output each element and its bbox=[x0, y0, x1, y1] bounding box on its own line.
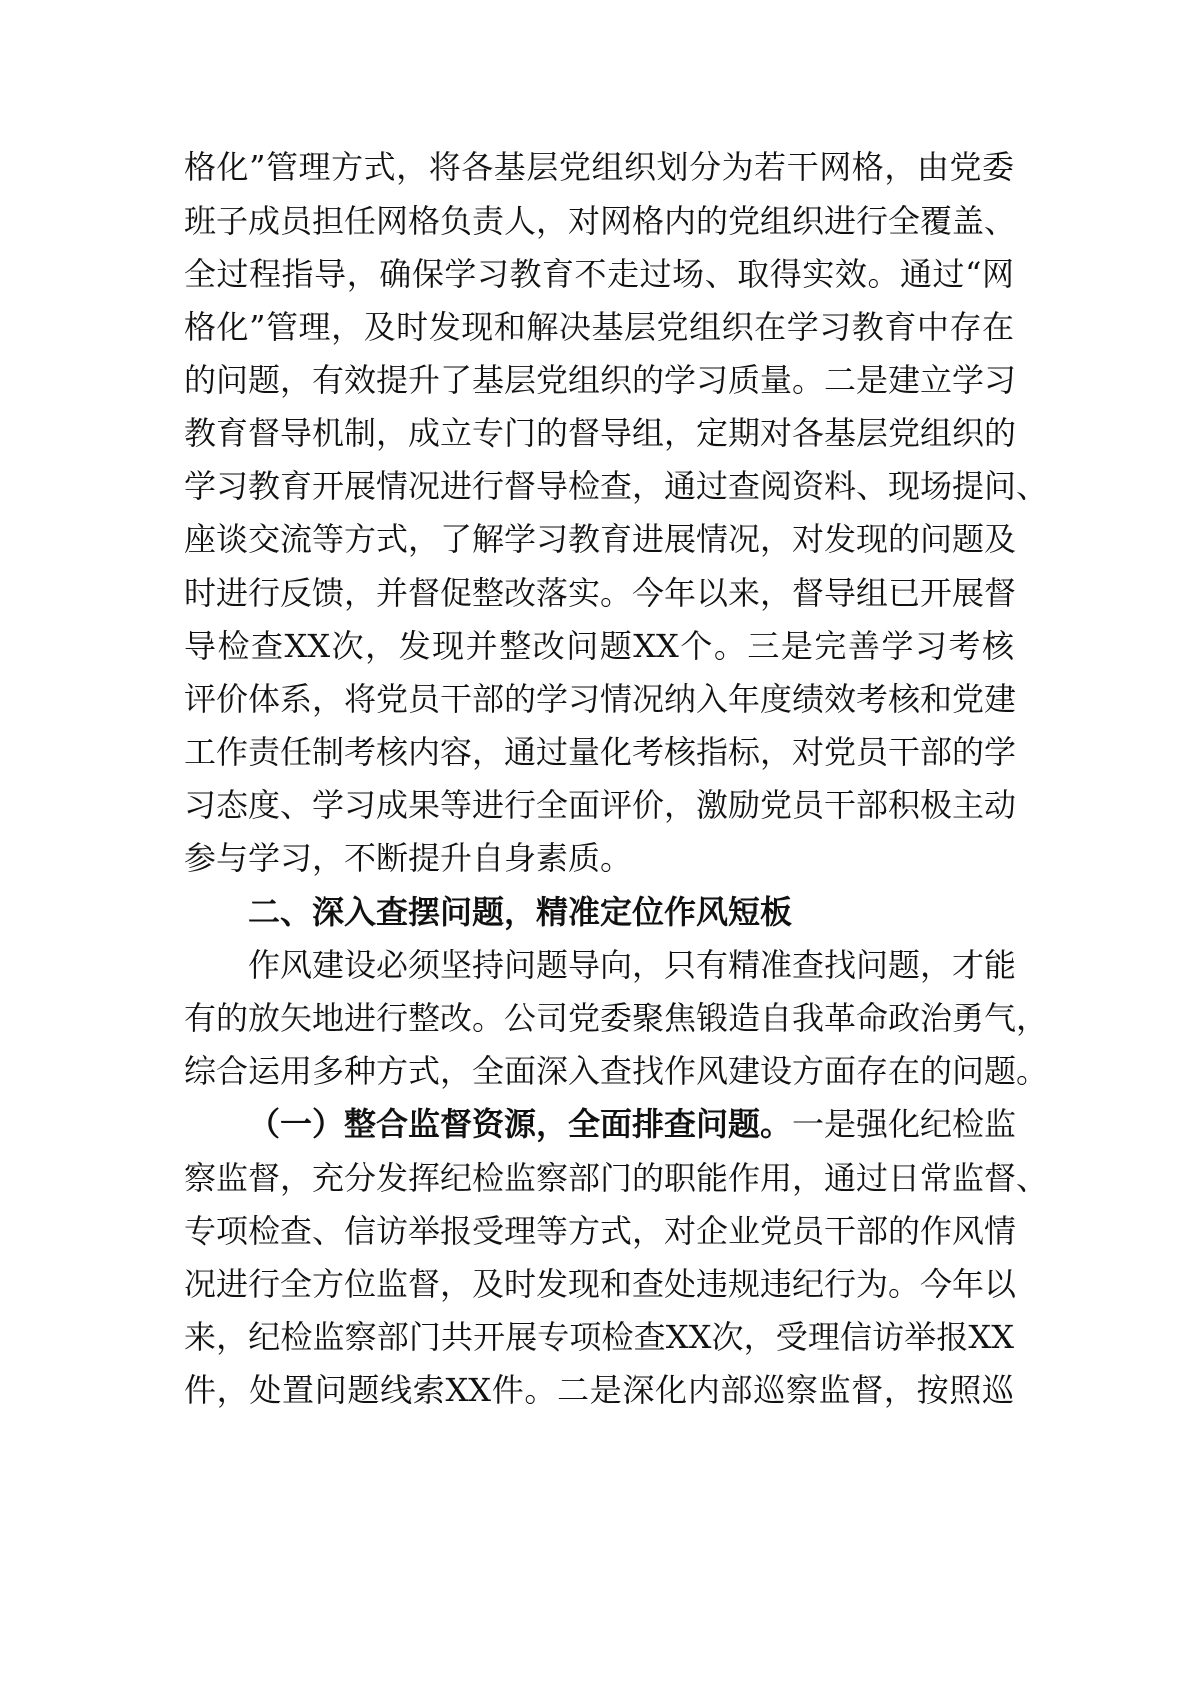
body-text-line: 格化”管理方式，将各基层党组织划分为若干网格，由党委 bbox=[184, 148, 1014, 186]
body-text-line: 教育督导机制，成立专门的督导组，定期对各基层党组织的 bbox=[184, 414, 1017, 452]
body-text-line: 参与学习，不断提升自身素质。 bbox=[184, 839, 633, 877]
body-text-line: 有的放矢地进行整改。公司党委聚焦锻造自我革命政治勇气， bbox=[184, 999, 1049, 1037]
body-text-line: 来，纪检监察部门共开展专项检查XX次，受理信访举报XX bbox=[184, 1318, 1014, 1356]
body-text-line: 察监督，充分发挥纪检监察部门的职能作用，通过日常监督、 bbox=[184, 1159, 1049, 1197]
body-text-line: 座谈交流等方式，了解学习教育进展情况，对发现的问题及 bbox=[184, 520, 1017, 558]
body-text-line: 作风建设必须坚持问题导向，只有精准查找问题，才能 bbox=[248, 946, 1017, 984]
body-text-line: 评价体系，将党员干部的学习情况纳入年度绩效考核和党建 bbox=[184, 680, 1017, 718]
body-text-span: 一是强化纪检监 bbox=[792, 1105, 1017, 1143]
body-text-line: 的问题，有效提升了基层党组织的学习质量。二是建立学习 bbox=[184, 361, 1017, 399]
body-text-line: 专项检查、信访举报受理等方式，对企业党员干部的作风情 bbox=[184, 1212, 1017, 1250]
body-text-line: 学习教育开展情况进行督导检查，通过查阅资料、现场提问、 bbox=[184, 467, 1049, 505]
body-text-line: 工作责任制考核内容，通过量化考核指标，对党员干部的学 bbox=[184, 733, 1017, 771]
body-text-line: 综合运用多种方式，全面深入查找作风建设方面存在的问题。 bbox=[184, 1052, 1049, 1090]
body-text-line: 导检查XX次，发现并整改问题XX个。三是完善学习考核 bbox=[184, 627, 1014, 665]
subsection-heading: （一）整合监督资源，全面排查问题。 bbox=[248, 1105, 793, 1143]
body-text-line: 件，处置问题线索XX件。二是深化内部巡察监督，按照巡 bbox=[184, 1371, 1014, 1409]
body-text-line: 时进行反馈，并督促整改落实。今年以来，督导组已开展督 bbox=[184, 574, 1017, 612]
section-heading: 二、深入查摆问题，精准定位作风短板 bbox=[248, 893, 793, 931]
body-text-line: 格化”管理，及时发现和解决基层党组织在学习教育中存在 bbox=[184, 308, 1014, 346]
body-text-line bbox=[248, 1096, 1017, 1152]
body-text-line: 班子成员担任网格负责人，对网格内的党组织进行全覆盖、 bbox=[184, 202, 1017, 240]
body-text-line: 习态度、学习成果等进行全面评价，激励党员干部积极主动 bbox=[184, 786, 1017, 824]
body-text-line: 全过程指导，确保学习教育不走过场、取得实效。通过“网 bbox=[184, 255, 1014, 293]
body-text-line: 况进行全方位监督，及时发现和查处违规违纪行为。今年以 bbox=[184, 1265, 1017, 1303]
